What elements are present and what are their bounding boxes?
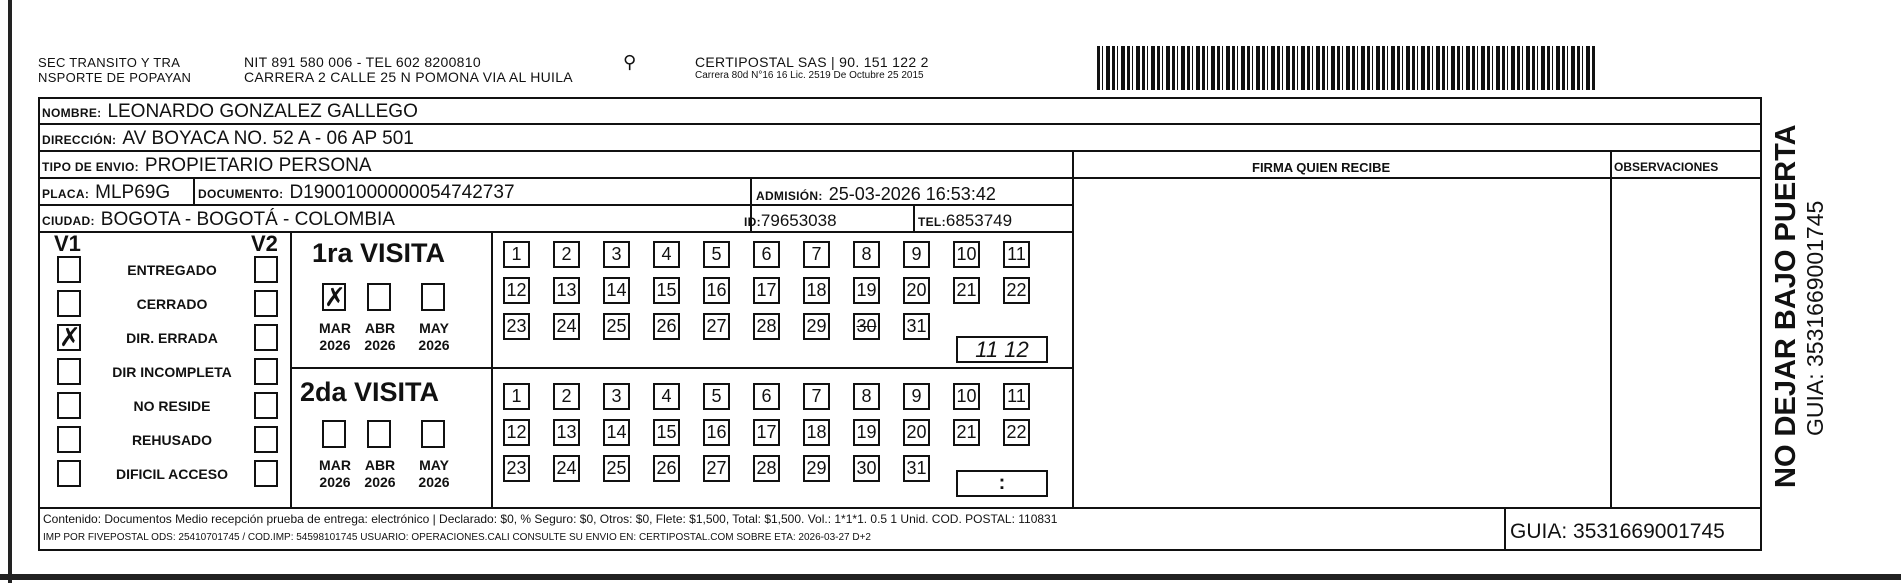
day-checkbox[interactable]: 9 [903, 241, 930, 268]
id-value: 79653038 [760, 211, 837, 230]
day-checkbox[interactable]: 25 [603, 313, 630, 340]
day-checkbox[interactable]: 28 [753, 313, 780, 340]
day-checkbox[interactable]: 1 [503, 383, 530, 410]
divider [491, 231, 493, 508]
ciudad-value: BOGOTA - BOGOTÁ - COLOMBIA [100, 209, 395, 230]
status-label: DIFICIL ACCESO [115, 466, 228, 482]
status-label: DIR INCOMPLETA [112, 364, 232, 380]
month-checkbox[interactable] [367, 420, 391, 448]
day-checkbox[interactable]: 21 [953, 419, 980, 446]
day-checkbox[interactable]: 13 [553, 419, 580, 446]
day-checkbox[interactable]: 4 [653, 241, 680, 268]
day-checkbox[interactable]: 22 [1003, 277, 1030, 304]
day-checkbox[interactable]: 14 [603, 277, 630, 304]
month-checkbox[interactable] [421, 283, 445, 311]
admision-label: ADMISIÓN: [756, 189, 823, 203]
month-checkbox[interactable] [421, 420, 445, 448]
nombre-label: NOMBRE: [42, 106, 102, 120]
placa-field [42, 182, 170, 204]
issuer-contact [244, 55, 573, 85]
day-checkbox[interactable]: 6 [753, 241, 780, 268]
day-checkbox[interactable]: 23 [503, 455, 530, 482]
page-edge [8, 0, 12, 583]
ciudad-label: CIUDAD: [42, 214, 95, 228]
day-checkbox[interactable]: 18 [803, 277, 830, 304]
tipo-envio-value: PROPIETARIO PERSONA [144, 155, 372, 176]
divider [1072, 150, 1074, 508]
month-name: MAY [419, 320, 449, 336]
v2-checkbox[interactable] [254, 358, 278, 385]
day-checkbox[interactable]: 22 [1003, 419, 1030, 446]
month-label [358, 457, 402, 491]
month-label [313, 457, 357, 491]
barcode [1097, 46, 1597, 90]
day-checkbox[interactable]: 5 [703, 241, 730, 268]
side-warning: NO DEJAR BAJO PUERTA [1770, 124, 1802, 488]
divider [290, 231, 292, 508]
day-checkbox[interactable]: 15 [653, 419, 680, 446]
visit1-time-box[interactable]: 11 12 [956, 336, 1048, 363]
day-checkbox[interactable]: 5 [703, 383, 730, 410]
month-label [358, 320, 402, 354]
v1-checkbox[interactable] [57, 290, 81, 317]
id-field [744, 211, 837, 231]
day-checkbox[interactable]: 14 [603, 419, 630, 446]
divider [38, 123, 1762, 125]
day-checkbox[interactable]: 7 [803, 241, 830, 268]
v2-checkbox[interactable] [254, 426, 278, 453]
day-checkbox[interactable]: 3 [603, 383, 630, 410]
admision-field [756, 184, 996, 205]
footer-contents-line: Contenido: Documentos Medio recepción prueba de entrega: electrónico | Declarado: $0, % Seguro: $0, Otros: $0, Flete: $1,500, Total: $1,500. Vol.: 1*1*1. 0.5 1 Unid. COD. POSTAL: 110831 [43, 512, 1058, 526]
day-checkbox[interactable]: 11 [1003, 383, 1030, 410]
month-checkbox[interactable] [322, 420, 346, 448]
divider [913, 204, 915, 231]
month-name: MAR [319, 320, 351, 336]
day-checkbox[interactable]: 2 [553, 383, 580, 410]
v1-checkbox[interactable] [57, 460, 81, 487]
v1-checkbox[interactable] [57, 426, 81, 453]
day-checkbox[interactable]: 26 [653, 313, 680, 340]
month-year: 2026 [418, 337, 450, 353]
day-checkbox[interactable]: 21 [953, 277, 980, 304]
address-line: CARRERA 2 CALLE 25 N POMONA VIA AL HUILA [244, 69, 573, 85]
day-checkbox[interactable]: 20 [903, 277, 930, 304]
day-checkbox[interactable]: 11 [1003, 241, 1030, 268]
day-checkbox[interactable]: 2 [553, 241, 580, 268]
day-checkbox[interactable]: 23 [503, 313, 530, 340]
id-label: ID: [744, 215, 761, 229]
day-checkbox[interactable]: 24 [553, 455, 580, 482]
day-checkbox[interactable]: 4 [653, 383, 680, 410]
month-checkbox[interactable] [367, 283, 391, 311]
month-name: ABR [364, 457, 396, 473]
day-checkbox[interactable]: 15 [653, 277, 680, 304]
courier-address: Carrera 80d N°16 16 Lic. 2519 De Octubre 25 2015 [695, 70, 924, 81]
issuer-block [38, 55, 191, 85]
v1-checkbox[interactable] [57, 256, 81, 283]
day-checkbox[interactable]: 30 [853, 313, 880, 340]
visit2-title: 2da VISITA [300, 377, 440, 407]
issuer-line: NSPORTE DE POPAYAN [38, 70, 192, 85]
day-checkbox[interactable]: 27 [703, 313, 730, 340]
month-checkbox[interactable]: ✗ [324, 282, 346, 312]
day-checkbox[interactable]: 31 [903, 313, 930, 340]
observaciones-label: OBSERVACIONES [1614, 160, 1719, 174]
tel-field [918, 211, 1012, 231]
day-checkbox[interactable]: 20 [903, 419, 930, 446]
nit-line: NIT 891 580 006 - TEL 602 8200810 [244, 54, 481, 70]
direccion-value: AV BOYACA NO. 52 A - 06 AP 501 [122, 128, 414, 149]
v1-checkbox[interactable] [57, 392, 81, 419]
month-label [412, 457, 456, 491]
nombre-value: LEONARDO GONZALEZ GALLEGO [107, 101, 418, 122]
day-checkbox[interactable]: 18 [803, 419, 830, 446]
v2-checkbox[interactable] [254, 290, 278, 317]
issuer-line: SEC TRANSITO Y TRA [38, 55, 181, 70]
month-name: MAY [419, 457, 449, 473]
day-checkbox[interactable]: 28 [753, 455, 780, 482]
tel-value: 6853749 [945, 211, 1013, 230]
day-checkbox[interactable]: 26 [653, 455, 680, 482]
divider [1610, 150, 1612, 508]
month-name: ABR [364, 320, 396, 336]
v1-checkbox[interactable] [57, 358, 81, 385]
v2-checkbox[interactable] [254, 392, 278, 419]
v2-checkbox[interactable] [254, 256, 278, 283]
direccion-label: DIRECCIÓN: [42, 133, 117, 147]
v1-checkbox[interactable]: ✗ [59, 322, 81, 352]
courier-name: CERTIPOSTAL SAS | 90. 151 122 2 [695, 54, 929, 70]
day-checkbox[interactable]: 24 [553, 313, 580, 340]
firma-label: FIRMA QUIEN RECIBE [1252, 160, 1391, 175]
month-year: 2026 [364, 474, 396, 490]
tel-label: TEL: [918, 215, 946, 229]
side-guia: GUIA: 3531669001745 [1802, 200, 1828, 436]
day-checkbox[interactable]: 29 [803, 455, 830, 482]
divider [38, 150, 1762, 152]
day-checkbox[interactable]: 17 [753, 277, 780, 304]
month-label [313, 320, 357, 354]
day-checkbox[interactable]: 16 [703, 277, 730, 304]
day-checkbox[interactable]: 8 [853, 383, 880, 410]
day-checkbox[interactable]: 10 [953, 383, 980, 410]
visit2-time-box[interactable]: : [956, 470, 1048, 497]
day-checkbox[interactable]: 7 [803, 383, 830, 410]
footer-print-line: IMP POR FIVEPOSTAL ODS: 25410701745 / COD.IMP: 54598101745 USUARIO: OPERACIONES.CALI CONSULTE SU ENVIO EN: CERTIPOSTAL.COM SOBRE ETA: 2026-03-27 D+2 [43, 532, 871, 543]
documento-field [198, 182, 515, 204]
v1-label: V1 [54, 231, 81, 256]
month-year: 2026 [418, 474, 450, 490]
status-label: CERRADO [136, 296, 208, 312]
day-checkbox[interactable]: 12 [503, 277, 530, 304]
divider [193, 177, 195, 204]
status-label: NO RESIDE [133, 398, 211, 414]
month-label [412, 320, 456, 354]
day-checkbox[interactable]: 16 [703, 419, 730, 446]
day-checkbox[interactable]: 19 [853, 419, 880, 446]
divider [38, 231, 1072, 233]
day-checkbox[interactable]: 27 [703, 455, 730, 482]
month-year: 2026 [364, 337, 396, 353]
day-checkbox[interactable]: 29 [803, 313, 830, 340]
placa-label: PLACA: [42, 187, 90, 201]
day-checkbox[interactable]: 8 [853, 241, 880, 268]
day-checkbox[interactable]: 12 [503, 419, 530, 446]
day-checkbox[interactable]: 25 [603, 455, 630, 482]
page-edge [0, 574, 1901, 580]
admision-value: 25-03-2026 16:53:42 [828, 184, 996, 204]
logo-icon: ⚲ [623, 52, 637, 72]
day-checkbox[interactable]: 10 [953, 241, 980, 268]
month-year: 2026 [319, 337, 351, 353]
month-name: MAR [319, 457, 351, 473]
day-checkbox[interactable]: 19 [853, 277, 880, 304]
day-checkbox[interactable]: 9 [903, 383, 930, 410]
day-checkbox[interactable]: 30 [853, 455, 880, 482]
documento-label: DOCUMENTO: [198, 187, 284, 201]
divider [1072, 177, 1762, 179]
day-checkbox[interactable]: 31 [903, 455, 930, 482]
day-checkbox[interactable]: 13 [553, 277, 580, 304]
v2-label: V2 [251, 231, 278, 256]
direccion-field [42, 128, 414, 150]
tipo-envio-field [42, 155, 372, 177]
v2-checkbox[interactable] [254, 460, 278, 487]
divider [290, 367, 1072, 369]
ciudad-field [42, 209, 395, 231]
courier-block [695, 55, 929, 82]
status-label: ENTREGADO [127, 262, 217, 278]
visit1-title: 1ra VISITA [312, 238, 446, 268]
day-checkbox[interactable]: 3 [603, 241, 630, 268]
day-checkbox[interactable]: 1 [503, 241, 530, 268]
status-label: DIR. ERRADA [126, 330, 218, 346]
nombre-field [42, 101, 418, 123]
placa-value: MLP69G [95, 182, 171, 203]
day-checkbox[interactable]: 17 [753, 419, 780, 446]
v2-checkbox[interactable] [254, 324, 278, 351]
month-year: 2026 [319, 474, 351, 490]
status-label: REHUSADO [131, 432, 213, 448]
footer-guia: GUIA: 3531669001745 [1510, 520, 1725, 543]
tipo-envio-label: TIPO DE ENVIO: [42, 160, 139, 174]
divider [1504, 507, 1506, 551]
documento-value: D19001000000054742737 [289, 182, 515, 203]
day-checkbox[interactable]: 6 [753, 383, 780, 410]
